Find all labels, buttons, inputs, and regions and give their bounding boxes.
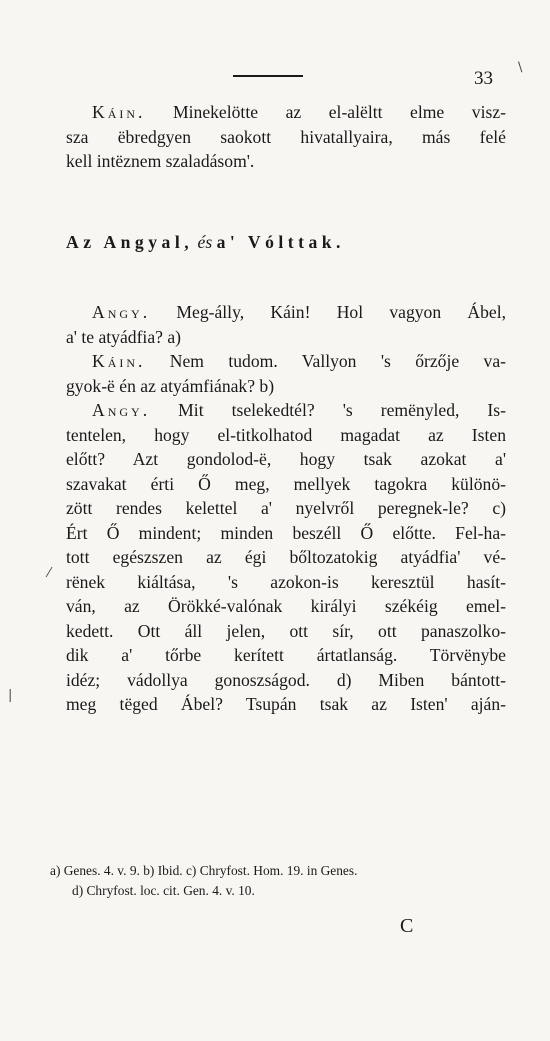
heading-part-1: Az Angyal, (66, 232, 194, 252)
dialogue-line: a' te atyádfia? a) (66, 326, 182, 347)
intro-line: kell intëznem szaladásom'. (66, 151, 255, 171)
footnote-line: d) Chryfost. loc. cit. Gen. 4. v. 10. (72, 883, 255, 898)
speaker-label: Angy. (92, 400, 151, 420)
margin-tick: | (8, 688, 13, 703)
speaker-label: Angy. (92, 302, 151, 322)
intro-line: sza ëbredgyen saokott hivatallyaira, más felé (66, 126, 506, 147)
dialogue-line (66, 398, 506, 423)
dialogue-line: előtt? Azt gondolod-ë, hogy tsak azokat a' (66, 449, 506, 469)
dialogue-line: gyok-ë én az atyámfiának? b) (66, 375, 275, 396)
dialogue-line: zött rendes kelettel a' nyelvről peregnek-le? c) (66, 498, 506, 518)
intro-line (66, 100, 506, 125)
dialogue-line: dik a' tőrbe kerített ártatlanság. Törvënybe (66, 645, 506, 665)
intro-paragraph (66, 100, 506, 174)
line-text: Minekelötte az el-alëltt elme visz- (173, 102, 506, 122)
line-text: Mit tselekedtél? 's remënyled, Is- (178, 400, 506, 420)
speaker-label: Káin. (92, 351, 146, 371)
line-text: Nem tudom. Vallyon 's őrzője va- (169, 351, 506, 371)
dialogue-line: meg tëged Ábel? Tsupán tsak az Isten' aján- (66, 694, 506, 714)
dialogue-line (66, 300, 506, 325)
dialogue-line: tentelen, hogy el-titkolhatod magadat az Isten (66, 424, 506, 445)
signature-mark: C (400, 915, 414, 937)
dialogue-line: idéz; vádollya gonoszságod. d) Miben bántott- (66, 669, 506, 690)
page-number: 33 (474, 68, 493, 89)
line-text: Meg-álly, Káin! Hol vagyon Ábel, (176, 302, 506, 322)
dialogue-line: szavakat érti Ő meg, mellyek tagokra különö- (66, 473, 506, 494)
header-rule (233, 75, 303, 77)
dialogue-line: ván, az Örökké-valónak királyi székéig emel- (66, 596, 506, 616)
dialogue-body (66, 300, 506, 717)
dialogue-line: rënek kiáltása, 's azokon-is keresztül hasít- (66, 571, 506, 592)
dialogue-line: kedett. Ott áll jelen, ott sír, ott panaszolko- (66, 620, 506, 641)
dialogue-line: Ért Ő mindent; minden beszéll Ő előtte. Fel-ha- (66, 522, 506, 543)
margin-tick: ⁄ (48, 566, 51, 581)
footnotes (50, 861, 500, 901)
heading-conjunction: és (197, 232, 213, 252)
scene-heading (66, 232, 506, 253)
dialogue-line (66, 349, 506, 374)
margin-tick: \ (518, 60, 523, 75)
heading-part-2: a' Vólttak. (216, 232, 345, 252)
dialogue-line: tott egészszen az égi bőltozatokig atyádfia' vé- (66, 547, 506, 567)
footnote-line: a) Genes. 4. v. 9. b) Ibid. c) Chryfost. Hom. 19. in Genes. (50, 863, 358, 878)
speaker-label: Káin. (92, 102, 146, 122)
